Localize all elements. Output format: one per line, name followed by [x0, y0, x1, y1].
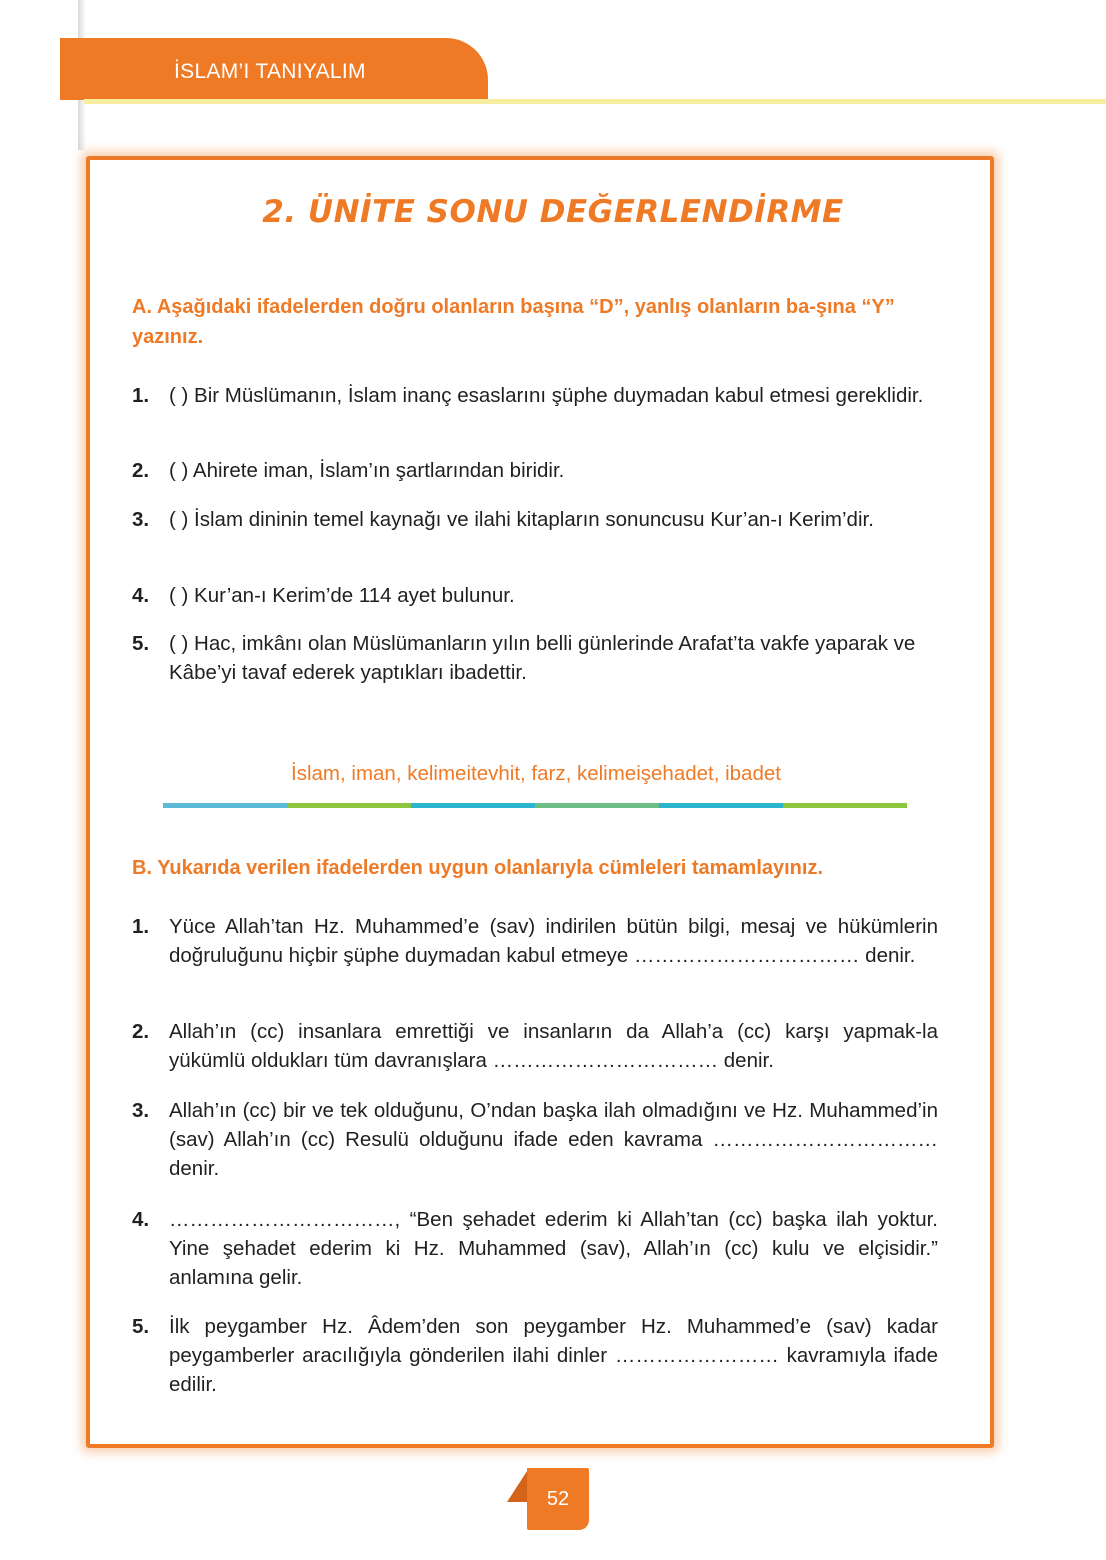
- header-title: İSLAM’I TANIYALIM: [174, 60, 366, 83]
- section-a-item-5: [132, 629, 938, 687]
- section-a-heading: A. Aşağıdaki ifadelerden doğru olanların başına “D”, yanlış olanların ba-şına “Y” yazınız.: [132, 296, 895, 348]
- item-number: 3.: [132, 1099, 150, 1122]
- section-a-item-1: [132, 381, 938, 410]
- section-b-item-5: [132, 1312, 938, 1399]
- item-number: 5.: [132, 632, 150, 655]
- item-number: 2.: [132, 1020, 150, 1043]
- item-number: 3.: [132, 508, 150, 531]
- item-number: 4.: [132, 1208, 150, 1231]
- section-a-item-3: [132, 505, 938, 534]
- color-bar-segment: [287, 803, 411, 808]
- item-text: Allah’ın (cc) bir ve tek olduğunu, O’ndan başka ilah olmadığını ve Hz. Muhammed’in (sav) Allah’ın (cc) Resulü olduğunu ifade eden kavrama …………………………… denir.: [169, 1099, 938, 1180]
- section-b-item-3: [132, 1096, 938, 1183]
- page-badge-fold: [507, 1468, 529, 1502]
- section-b-item-1: [132, 912, 938, 970]
- item-text: ( ) İslam dininin temel kaynağı ve ilahi kitapların sonuncusu Kur’an-ı Kerim’dir.: [169, 508, 874, 531]
- item-number: 1.: [132, 384, 150, 407]
- item-number: 5.: [132, 1315, 150, 1338]
- section-b-item-2: [132, 1017, 938, 1075]
- item-text: Yüce Allah’tan Hz. Muhammed’e (sav) indirilen bütün bilgi, mesaj ve hükümlerin doğruluğunu hiçbir şüphe duymadan kabul etmeye …………………………… denir.: [169, 915, 938, 967]
- color-bar-segment: [783, 803, 907, 808]
- section-b-item-4: [132, 1205, 938, 1292]
- color-bar-segment: [411, 803, 535, 808]
- word-bank: İslam, iman, kelimeitevhit, farz, kelimeişehadet, ibadet: [291, 762, 781, 785]
- item-text: ( ) Kur’an-ı Kerim’de 114 ayet bulunur.: [169, 584, 515, 607]
- item-text: ……………………………, “Ben şehadet ederim ki Allah’tan (cc) başka ilah yoktur. Yine şehadet ederim ki Hz. Muhammed (sav), Allah’ın (cc) kulu ve elçisidir.” anlamına gelir.: [169, 1208, 938, 1289]
- header-line: [84, 99, 1106, 104]
- color-bar-segment: [535, 803, 659, 808]
- section-b-heading: B. Yukarıda verilen ifadelerden uygun olanlarıyla cümleleri tamamlayınız.: [132, 857, 824, 879]
- page-number: 52: [546, 1488, 570, 1510]
- item-text: ( ) Ahirete iman, İslam’ın şartlarından biridir.: [169, 459, 565, 482]
- unit-title: 2. ÜNİTE SONU DEĞERLENDİRME: [262, 194, 844, 230]
- item-number: 1.: [132, 915, 150, 938]
- item-text: Allah’ın (cc) insanlara emrettiği ve insanların da Allah’a (cc) karşı yapmak-la yükümlü oldukları tüm davranışlara …………………………… denir.: [169, 1020, 938, 1072]
- item-text: İlk peygamber Hz. Âdem’den son peygamber Hz. Muhammed’e (sav) kadar peygamberler aracılığıyla gönderilen ilahi dinler …………………… kavramıyla ifade edilir.: [169, 1315, 938, 1396]
- item-text: ( ) Hac, imkânı olan Müslümanların yılın belli günlerinde Arafat’ta vakfe yaparak ve Kâbe’yi tavaf ederek yaptıkları ibadettir.: [169, 632, 916, 684]
- section-a-item-2: [132, 456, 938, 485]
- color-bar-segment: [163, 803, 287, 808]
- color-bar-segment: [659, 803, 783, 808]
- section-a-item-4: [132, 581, 938, 610]
- item-number: 4.: [132, 584, 150, 607]
- item-text: ( ) Bir Müslümanın, İslam inanç esaslarını şüphe duymadan kabul etmesi gereklidir.: [169, 384, 924, 407]
- item-number: 2.: [132, 459, 150, 482]
